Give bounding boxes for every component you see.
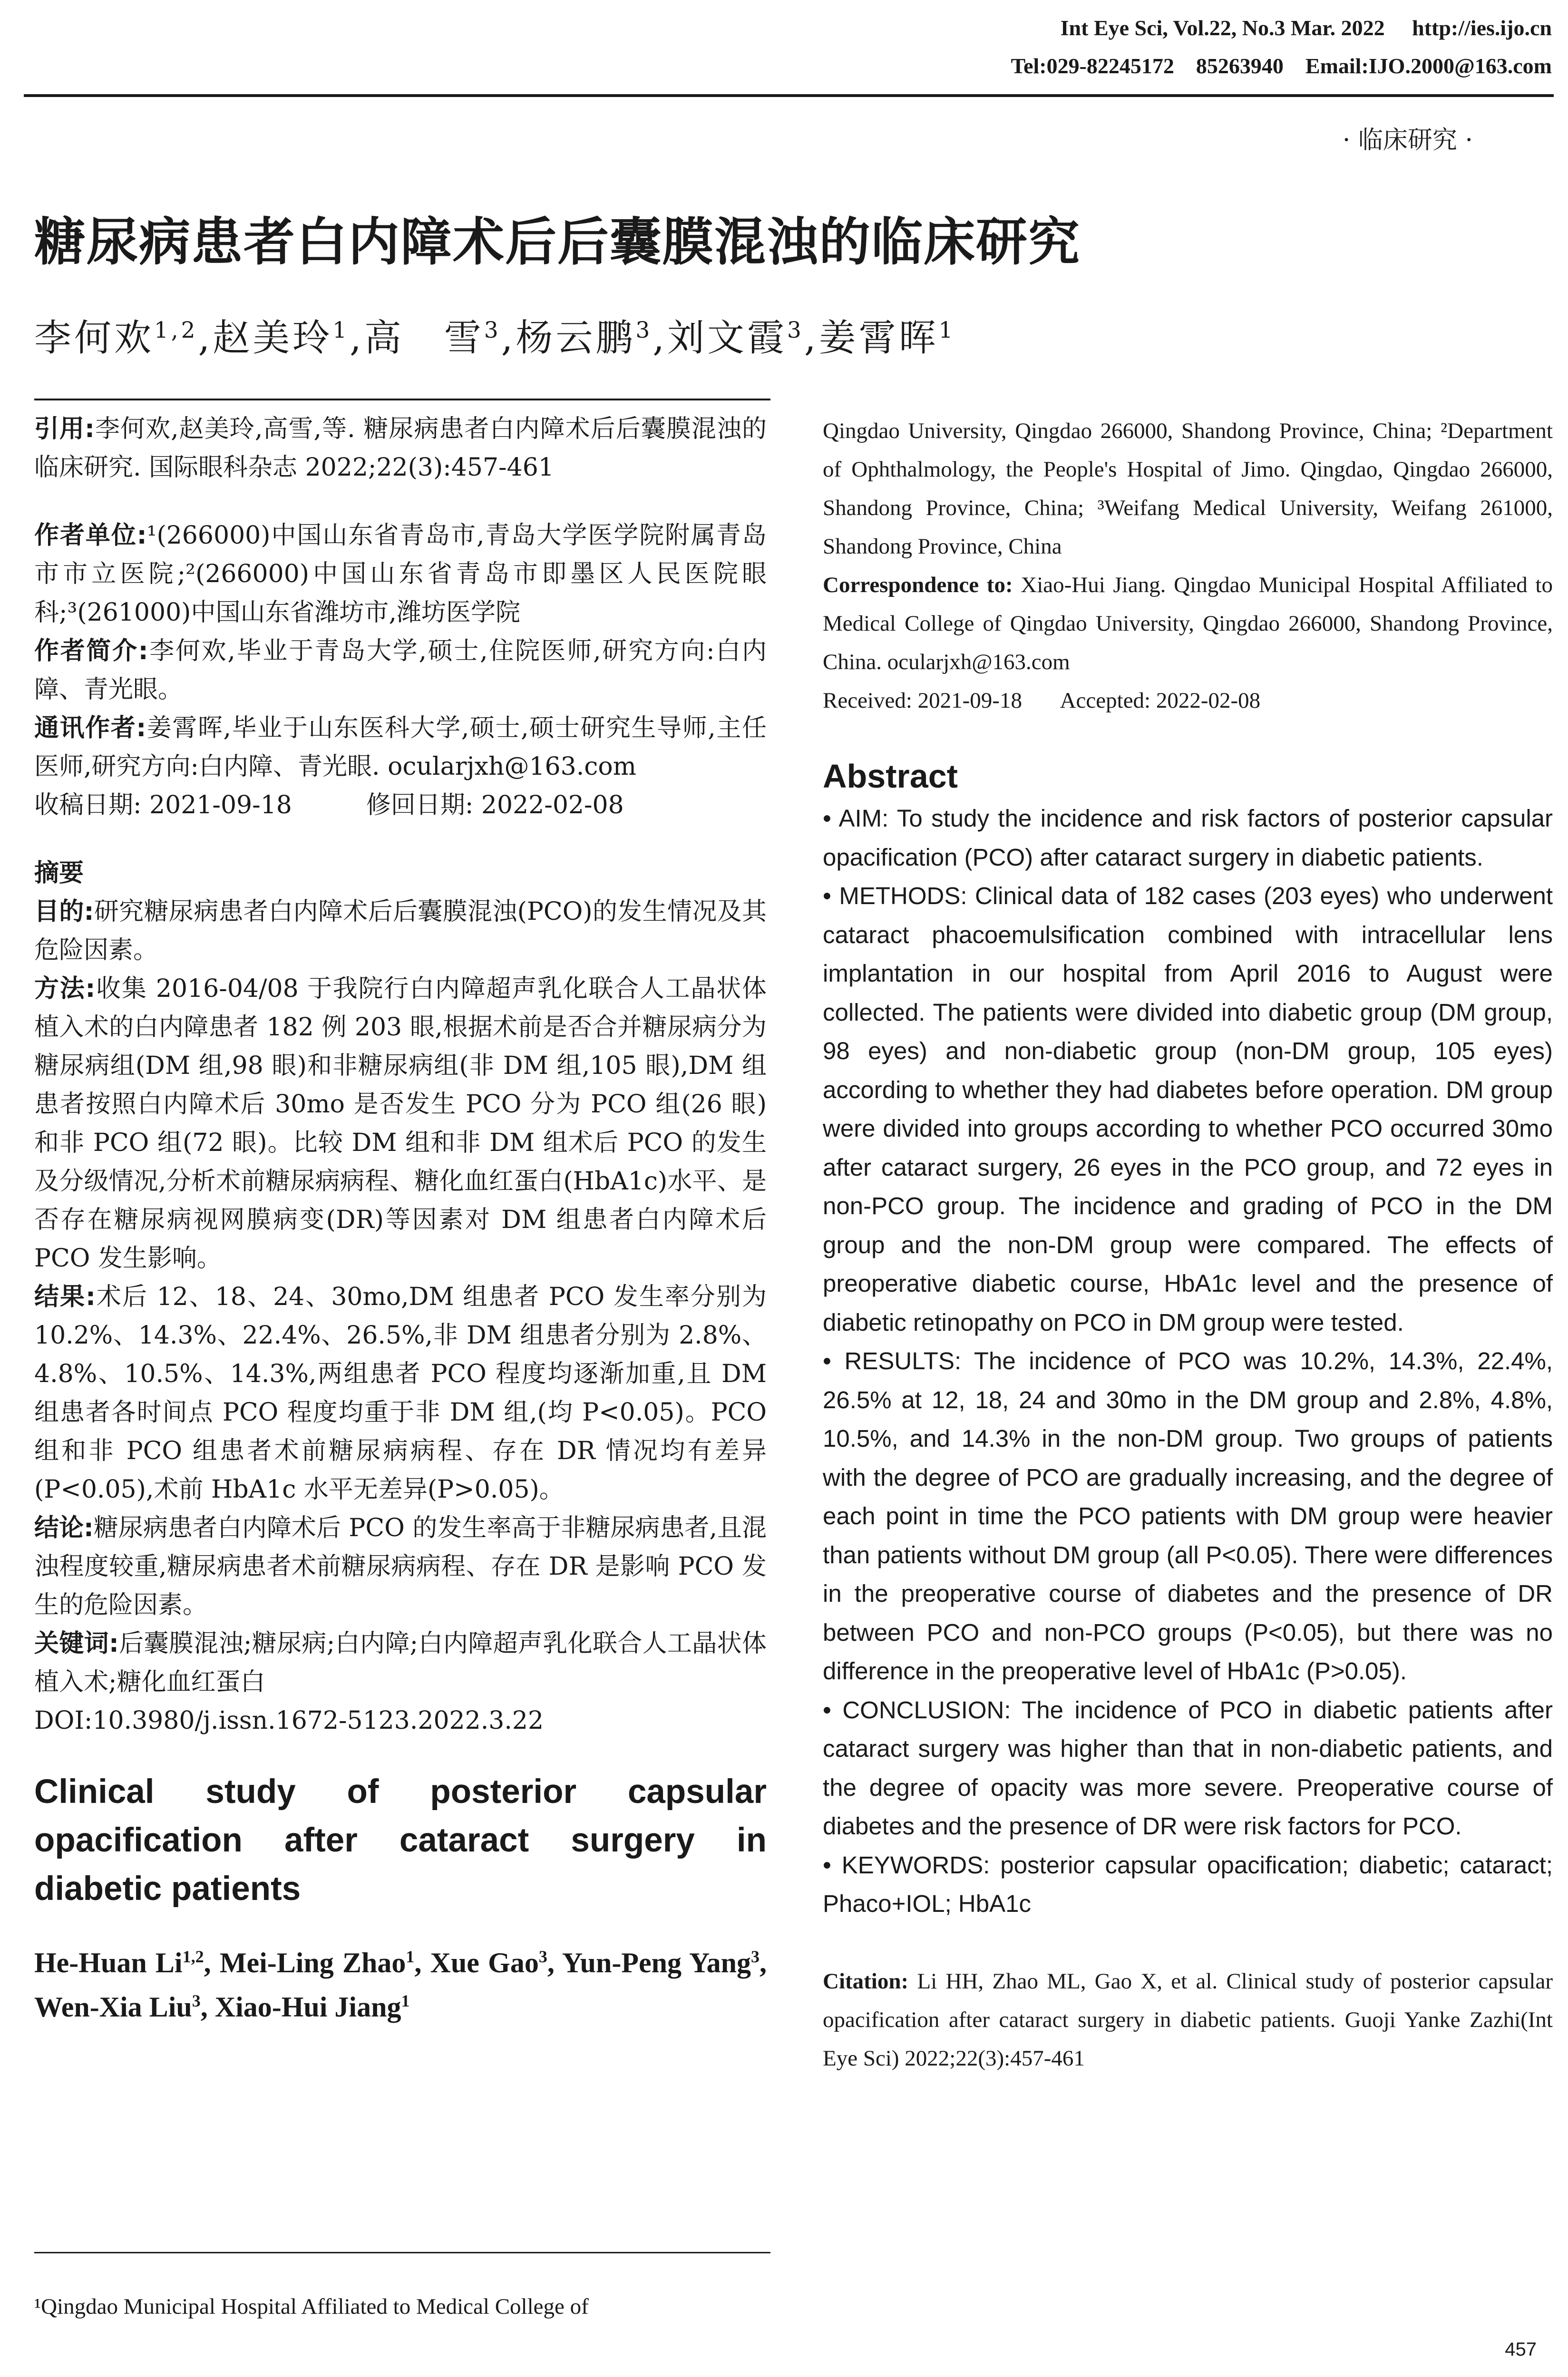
author-name: Wen-Xia Liu xyxy=(34,1991,192,2023)
header-rule xyxy=(24,94,1554,97)
author-affiliation-mark: 1 xyxy=(401,1991,410,2010)
page-number: 457 xyxy=(1505,2339,1537,2360)
author-name: He-Huan Li xyxy=(34,1947,183,1978)
author-name: 刘文霞 xyxy=(667,317,788,360)
author-affiliation-mark: 1 xyxy=(406,1947,415,1966)
keywords-en: • KEYWORDS: posterior capsular opacification; diabetic; cataract; Phaco+IOL; HbA1c xyxy=(823,1851,1553,1917)
author-bio-cn: 作者简介:李何欢,毕业于青岛大学,硕士,住院医师,研究方向:白内障、青光眼。 xyxy=(34,637,767,704)
author-affiliation-mark: 3 xyxy=(751,1947,760,1966)
abstract-heading-en: Abstract xyxy=(823,758,958,795)
title-en: Clinical study of posterior capsular opacification after cataract surgery in diabetic patients xyxy=(34,1773,767,1908)
author-affiliation-mark: 3 xyxy=(787,318,804,343)
author-name: 杨云鹏 xyxy=(516,317,636,360)
author-affiliation-mark: 1 xyxy=(938,318,956,343)
author-name: 李何欢 xyxy=(34,317,155,360)
affiliations-en: Qingdao University, Qingdao 266000, Shandong Province, China; ²Department of Ophthalmology, the People's Hospital of Jimo. Qingdao, Qingdao 266000, Shandong Province, China; ³Weifang Medical University, Weifang 261000, Shandong Province, China xyxy=(823,419,1553,559)
authors-en: He-Huan Li$^{1,2}$, Mei-Ling Zhao$^1$, Xue Gao$^3$, Yun-Peng Yang$^3$, Wen-Xia Liu$^3$, Xiao-Hui Jiang$^1$ xyxy=(34,1947,767,2023)
author-affiliation-mark: 3 xyxy=(635,318,653,343)
dates-en: Received: 2021-09-18 Accepted: 2022-02-08 xyxy=(823,688,1261,713)
author-name: 高 雪 xyxy=(364,317,484,360)
results-en: • RESULTS: The incidence of PCO was 10.2%, 14.3%, 22.4%, 26.5% at 12, 18, 24 and 30mo in the DM group and 2.8%, 4.8%, 10.5%, and 14.3% in the non-DM group. Two groups of patients with the degree of PCO are gradually increasing, and the degree of each point in time the PCO patients with DM group were heavier than patients without DM group (all P<0.05). There were differences in the preoperative course of diabetes and the presence of DR between PCO and non-PCO groups (P<0.05), but there was no difference in the preoperative level of HbA1c (P>0.05). xyxy=(823,1347,1553,1685)
author-affiliation-mark: 1,2 xyxy=(154,318,198,343)
author-name: Mei-Ling Zhao xyxy=(219,1947,406,1978)
correspondence-cn: 通讯作者:姜霄晖,毕业于山东医科大学,硕士,硕士研究生导师,主任医师,研究方向:白内障、青光眼. ocularjxh@163.com xyxy=(34,714,767,781)
author-name: Xiao-Hui Jiang xyxy=(214,1991,401,2023)
footnote-divider xyxy=(34,2252,770,2253)
top-divider xyxy=(34,399,770,400)
citation-en: Citation: Li HH, Zhao ML, Gao X, et al. Clinical study of posterior capsular opacification after cataract surgery in diabetic patients. Guoji Yanke Zazhi(Int Eye Sci) 2022;22(3):457-461 xyxy=(823,1968,1553,2071)
footnote: ¹Qingdao Municipal Hospital Affiliated to Medical College of xyxy=(34,2294,589,2319)
author-name: 赵美玲 xyxy=(213,317,333,360)
abstract-heading-cn: 摘要 xyxy=(34,859,84,887)
authors-cn: 李何欢$^{1,2}$,赵美玲$^1$,高 雪$^3$,杨云鹏$^3$,刘文霞$^3$,姜霄晖$^1$ xyxy=(34,317,956,360)
dates-cn: 收稿日期: 2021-09-18 修回日期: 2022-02-08 xyxy=(34,791,624,819)
aim-cn: 目的:研究糖尿病患者白内障术后后囊膜混浊(PCO)的发生情况及其危险因素。 xyxy=(34,897,767,964)
author-affiliation-mark: 1,2 xyxy=(182,1947,204,1966)
conclusion-en: • CONCLUSION: The incidence of PCO in diabetic patients after cataract surgery was higher than that in non-diabetic patients, and the degree of opacity was more severe. Preoperative course of diabetes and the presence of DR were risk factors for PCO. xyxy=(823,1696,1553,1840)
methods-en: • METHODS: Clinical data of 182 cases (203 eyes) who underwent cataract phacoemulsification combined with intracellular lens implantation in our hospital from April 2016 to August were collected. The patients were divided into diabetic group (DM group, 98 eyes) and non-diabetic group (non-DM group, 105 eyes) according to whether they had diabetes before operation. DM group were divided into groups according to whether PCO occurred 30mo after cataract surgery, 26 eyes in the PCO group, and 72 eyes in non-PCO group. The incidence and grading of PCO in the DM group and the non-DM group were compared. The effects of preoperative diabetic course, HbA1c level and the presence of diabetic retinopathy on PCO in DM group were tested. xyxy=(823,882,1553,1336)
citation-cn: 引用:李何欢,赵美玲,高雪,等. 糖尿病患者白内障术后后囊膜混浊的临床研究. 国际眼科杂志 2022;22(3):457-461 xyxy=(34,415,767,482)
author-affiliation-mark: 3 xyxy=(484,318,501,343)
author-affiliation-mark: 3 xyxy=(192,1991,201,2010)
author-affiliation-mark: 1 xyxy=(332,318,350,343)
author-name: Xue Gao xyxy=(430,1947,539,1978)
results-cn: 结果:术后 12、18、24、30mo,DM 组患者 PCO 发生率分别为 10.2%、14.3%、22.4%、26.5%,非 DM 组患者分别为 2.8%、4.8%、10.5%、14.3%,两组患者 PCO 程度均逐渐加重,且 DM 组患者各时间点 PCO 程度均重于非 DM 组,(均 P<0.05)。PCO 组和非 PCO 组患者术前糖尿病病程、存在 DR 情况均有差异(P<0.05),术前 HbA1c 水平无差异(P>0.05)。 xyxy=(34,1283,767,1504)
affiliations-cn: 作者单位:¹(266000)中国山东省青岛市,青岛大学医学院附属青岛市市立医院;²(266000)中国山东省青岛市即墨区人民医院眼科;³(261000)中国山东省潍坊市,潍坊医学院 xyxy=(34,521,767,627)
conclusion-cn: 结论:糖尿病患者白内障术后 PCO 的发生率高于非糖尿病患者,且混浊程度较重,糖尿病患者术前糖尿病病程、存在 DR 是影响 PCO 发生的危险因素。 xyxy=(34,1514,767,1619)
author-affiliation-mark: 3 xyxy=(538,1947,547,1966)
journal-header-line2: Tel:029-82245172 85263940 Email:IJO.2000@163.com xyxy=(1011,54,1552,78)
keywords-cn: 关键词:后囊膜混浊;糖尿病;白内障;白内障超声乳化联合人工晶状体植入术;糖化血红蛋白 xyxy=(34,1629,767,1696)
title-cn: 糖尿病患者白内障术后后囊膜混浊的临床研究 xyxy=(34,213,1081,272)
methods-cn: 方法:收集 2016-04/08 于我院行白内障超声乳化联合人工晶状体植入术的白内障患者 182 例 203 眼,根据术前是否合并糖尿病分为糖尿病组(DM 组,98 眼)和非糖尿病组(非 DM 组,105 眼),DM 组患者按照白内障术后 30mo 是否发生 PCO 分为 PCO 组(26 眼)和非 PCO 组(72 眼)。比较 DM 组和非 DM 组术后 PCO 的发生及分级情况,分析术前糖尿病病程、糖化血红蛋白(HbA1c)水平、是否存在糖尿病视网膜病变(DR)等因素对 DM 组患者白内障术后 PCO 发生影响。 xyxy=(34,974,767,1273)
author-name: Yun-Peng Yang xyxy=(562,1947,751,1978)
left-column xyxy=(34,410,767,2029)
correspondence-en: Correspondence to: Xiao-Hui Jiang. Qingdao Municipal Hospital Affiliated to Medical College of Qingdao University, Qingdao 266000, Shandong Province, China. ocularjxh@163.com xyxy=(823,573,1553,674)
journal-header-line1: Int Eye Sci, Vol.22, No.3 Mar. 2022 http://ies.ijo.cn xyxy=(1060,16,1552,40)
section-tag: · 临床研究 · xyxy=(1342,126,1473,155)
right-column xyxy=(823,412,1553,2078)
doi: DOI:10.3980/j.issn.1672-5123.2022.3.22 xyxy=(34,1706,544,1735)
author-name: 姜霄晖 xyxy=(818,317,939,360)
aim-en: • AIM: To study the incidence and risk factors of posterior capsular opacification (PCO) after cataract surgery in diabetic patients. xyxy=(823,805,1553,871)
